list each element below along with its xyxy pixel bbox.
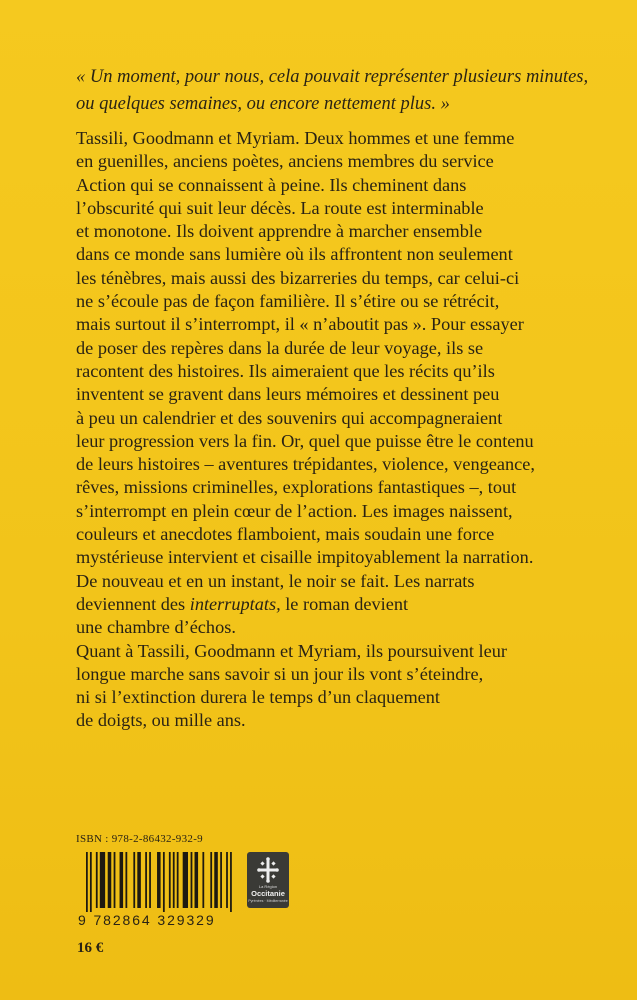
blurb-line: ne s’écoule pas de façon familière. Il s’étire ou se rétrécit,	[76, 291, 500, 312]
isbn-text: ISBN : 978-2-86432-932-9	[76, 833, 203, 845]
barcode-bar	[149, 852, 151, 908]
barcode-bar	[86, 852, 88, 912]
barcode-bar	[202, 852, 204, 908]
logo-name-text: Occitanie	[251, 889, 285, 898]
blurb-line: Quant à Tassili, Goodmann et Myriam, ils poursuivent leur	[76, 640, 507, 661]
blurb-line: rêves, missions criminelles, explorations fantastiques –, tout	[76, 477, 517, 498]
barcode-bar	[137, 852, 141, 908]
blurb-text	[76, 127, 616, 733]
blurb-line: couleurs et anecdotes flamboient, mais soudain une force	[76, 524, 495, 545]
barcode-image	[86, 852, 234, 912]
blurb-line: Action qui se connaissent à peine. Ils cheminent dans	[76, 174, 467, 195]
barcode-bar	[183, 852, 188, 908]
barcode-bar	[214, 852, 218, 908]
barcode-bar	[114, 852, 116, 908]
blurb-line: les ténèbres, mais aussi des bizarreries du temps, car celui-ci	[76, 267, 520, 288]
blurb-line-start: deviennent des	[76, 593, 186, 614]
blurb-line: leur progression vers la fin. Or, quel que puisse être le contenu	[76, 430, 534, 451]
blurb-line: mystérieuse intervient et cisaille impitoyablement la narration.	[76, 547, 534, 568]
blurb-line-end: le roman devient	[280, 593, 409, 614]
barcode-bar	[163, 852, 165, 912]
blurb-line: mais surtout il s’interrompt, il « n’aboutit pas ». Pour essayer	[76, 314, 524, 335]
barcode-bar	[120, 852, 124, 908]
blurb-line: et monotone. Ils doivent apprendre à marcher ensemble	[76, 221, 483, 242]
blurb-line: ni si l’extinction durera le temps d’un claquement	[76, 687, 440, 708]
barcode-digits: 9 782864 329329	[78, 912, 216, 928]
blurb-line: en guenilles, anciens poètes, anciens membres du service	[76, 151, 494, 172]
barcode-bar	[133, 852, 135, 908]
blurb-line: de leurs histoires – aventures trépidantes, violence, vengeance,	[76, 454, 535, 475]
barcode-bar	[173, 852, 175, 908]
blurb-line: de poser des repères dans la durée de leur voyage, ils se	[76, 337, 484, 358]
barcode-bar	[108, 852, 112, 908]
barcode-bar	[96, 852, 98, 908]
barcode-bar	[210, 852, 212, 908]
blurb-line: de doigts, ou mille ans.	[76, 710, 246, 731]
barcode-bar	[195, 852, 199, 908]
logo-small-text: La Région	[258, 884, 278, 889]
barcode-bar	[220, 852, 222, 908]
blurb-line	[76, 593, 616, 616]
barcode-bar	[125, 852, 127, 908]
barcode-bar	[191, 852, 193, 908]
barcode-bar	[169, 852, 171, 908]
barcode-bar	[90, 852, 92, 912]
barcode-bar	[100, 852, 105, 908]
price-text: 16 €	[77, 940, 104, 956]
barcode-bar	[230, 852, 232, 912]
blurb-line: racontent des histoires. Ils aimeraient que les récits qu’ils	[76, 360, 495, 381]
italic-term: interruptats,	[189, 593, 281, 614]
logo-sub-text: Pyrénées · Méditerranée	[248, 899, 288, 903]
blurb-line: dans ce monde sans lumière où ils affrontent non seulement	[76, 244, 513, 265]
barcode-bar	[157, 852, 161, 908]
barcode-bar	[145, 852, 147, 908]
blurb-line: inventent se gravent dans leurs mémoires et dessinent peu	[76, 384, 500, 405]
blurb-line: l’obscurité qui suit leur décès. La route est interminable	[76, 197, 484, 218]
blurb-line: une chambre d’échos.	[76, 617, 236, 638]
epigraph-quote: « Un moment, pour nous, cela pouvait représenter plusieurs minutes, ou quelques semaines, ou encore nettement plus. »	[76, 67, 589, 114]
barcode-bar	[226, 852, 228, 908]
blurb-line: De nouveau et en un instant, le noir se fait. Les narrats	[76, 570, 475, 591]
region-occitanie-logo	[247, 852, 289, 908]
cross-emblem-icon	[257, 857, 279, 883]
blurb-line: longue marche sans savoir si un jour ils vont s’éteindre,	[76, 663, 484, 684]
barcode-bar	[177, 852, 179, 908]
blurb-line: Tassili, Goodmann et Myriam. Deux hommes et une femme	[76, 128, 515, 148]
blurb-line: à peu un calendrier et des souvenirs qui accompagneraient	[76, 407, 503, 428]
blurb-line: s’interrompt en plein cœur de l’action. Les images naissent,	[76, 500, 513, 521]
